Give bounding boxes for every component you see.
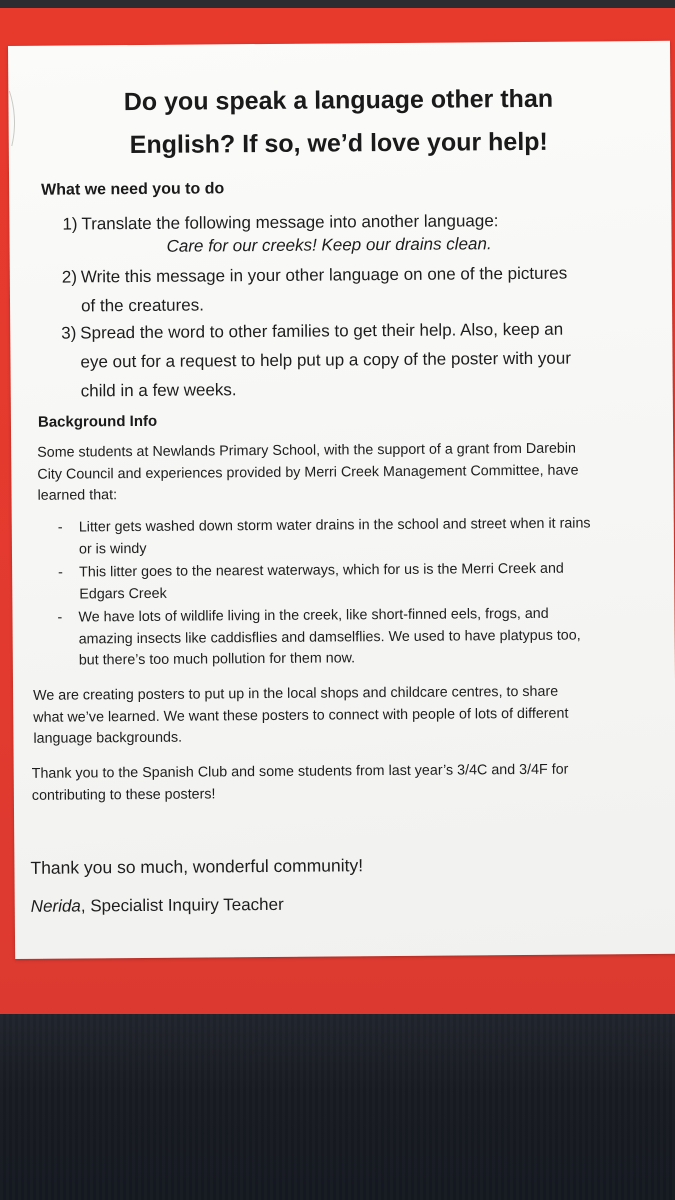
signature-name: Nerida: [30, 896, 81, 916]
bullet-text: [79, 558, 634, 605]
dark-floor-area: [0, 1014, 675, 1200]
step-text: [80, 314, 636, 405]
poster-sheet: [8, 41, 675, 959]
step-text-line: Write this message in your other language on one of the pictures: [80, 263, 568, 287]
step-text: [81, 258, 636, 320]
bullet-line: or is windy: [78, 540, 147, 557]
bullet-dash: -: [57, 609, 63, 626]
background-strip: [0, 0, 675, 8]
bullet-text: [79, 513, 634, 560]
paragraph-line: language backgrounds.: [33, 729, 183, 747]
thanks-paragraph: [32, 760, 569, 807]
step-text-line: of the creatures.: [80, 295, 204, 316]
step-text-line: eye out for a request to help put up a copy of the poster with your: [80, 348, 572, 372]
background-paragraph: [37, 439, 579, 508]
paper-curl-mark: [8, 86, 23, 176]
bullet-dash: -: [58, 564, 63, 581]
paragraph-line: learned that:: [37, 487, 118, 504]
bullet-line: but there’s too much pollution for them now.: [78, 650, 356, 669]
paragraph-line: what we’ve learned. We want these posters to connect with people of lots of different: [33, 705, 569, 726]
bullet-dash: -: [57, 519, 63, 536]
title-line-2: English? If so, we’d love your help!: [129, 127, 548, 160]
bullet-line: Edgars Creek: [79, 585, 167, 602]
motto-message: Care for our creeks! Keep our drains clean.: [166, 234, 492, 256]
step-text-line: Spread the word to other families to get their help. Also, keep an: [80, 319, 564, 343]
title-line-1: Do you speak a language other than: [123, 84, 554, 117]
paragraph-line: contributing to these posters!: [31, 785, 216, 804]
step-number: 1): [62, 214, 78, 234]
step-number: 2): [61, 267, 78, 287]
signature-role: , Specialist Inquiry Teacher: [80, 894, 284, 916]
section-heading-what-we-need: What we need you to do: [41, 180, 225, 199]
signature: [31, 895, 284, 917]
posters-paragraph: [33, 682, 569, 751]
bullet-line: This litter goes to the nearest waterways, which for us is the Merri Creek and: [79, 560, 564, 581]
step-text: Translate the following message into another language:: [81, 211, 499, 234]
paragraph-line: City Council and experiences provided by Merri Creek Management Committee, have: [37, 462, 579, 483]
bullet-line: We have lots of wildlife living in the creek, like short-finned eels, frogs, and: [78, 605, 549, 626]
section-heading-background: Background Info: [37, 412, 158, 431]
bullet-line: amazing insects like caddisflies and damselflies. We used to have platypus too,: [78, 627, 581, 647]
paragraph-line: Some students at Newlands Primary School, with the support of a grant from Darebin: [37, 440, 577, 461]
paragraph-line: Thank you to the Spanish Club and some students from last year’s 3/4C and 3/4F for: [31, 761, 569, 782]
paragraph-line: We are creating posters to put up in the local shops and childcare centres, to share: [33, 683, 559, 704]
step-number: 3): [61, 323, 77, 343]
bullet-text: [78, 603, 633, 672]
closing-line: Thank you so much, wonderful community!: [30, 855, 364, 878]
poster-title: [48, 77, 629, 168]
bullet-line: Litter gets washed down storm water drains in the school and street when it rains: [78, 515, 591, 536]
step-text-line: child in a few weeks.: [80, 380, 237, 401]
